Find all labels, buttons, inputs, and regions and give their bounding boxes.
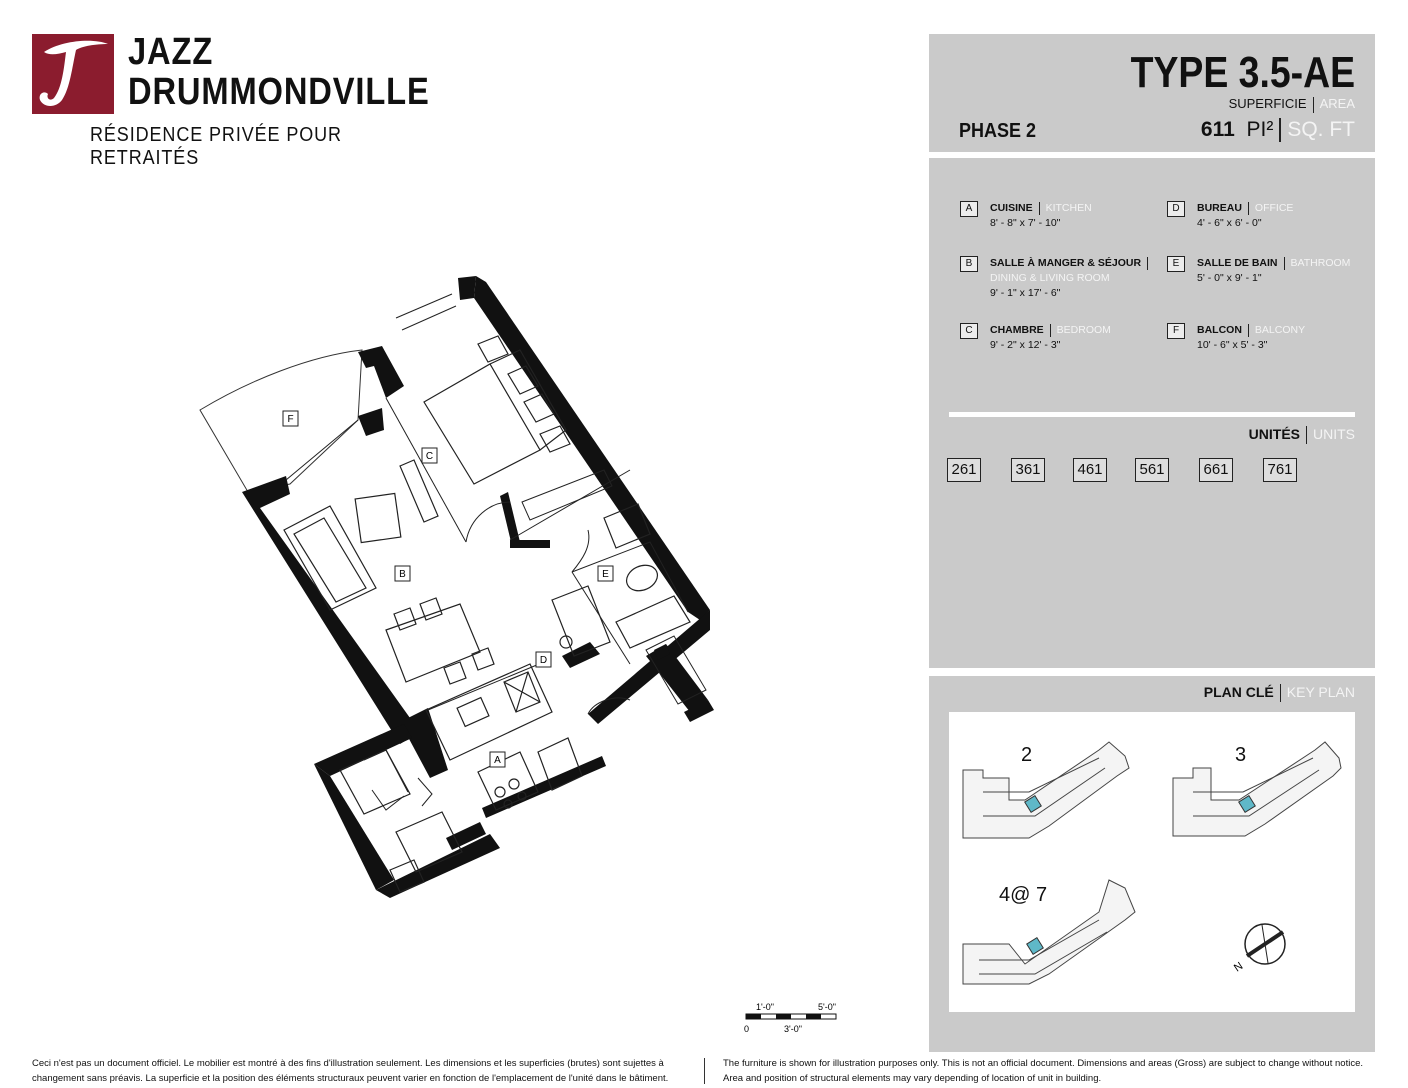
floor-label: 3: [1235, 744, 1247, 766]
disclaimer-french: Ceci n'est pas un document officiel. Le mobilier est montré à des fins d'illustration seulement. Les dimensions et les superficies (brutes) sont sujettes à changement sans préavis. La superficie et la position des éléments structuraux peuvent varier en fonction de l'emplacement de l'unité dans le bâtiment.: [32, 1058, 669, 1084]
compass-icon: [1232, 924, 1285, 974]
svg-text:3'-0": 3'-0": [784, 1024, 802, 1034]
unit-box: 761: [1263, 458, 1297, 482]
bed-furniture: [424, 336, 570, 484]
scale-bar: [740, 1000, 850, 1040]
room-label-e: E: [602, 569, 609, 580]
room-label-c: C: [425, 451, 434, 462]
brand-tagline: RÉSIDENCE PRIVÉE POUR RETRAITÉS: [90, 124, 342, 169]
brand-name: JAZZ DRUMMONDVILLE: [128, 31, 430, 113]
room-label-b: B: [399, 569, 406, 580]
walls: [242, 276, 714, 898]
floor-label: 4@ 7: [999, 884, 1048, 906]
floor-plan-drawing: [190, 270, 730, 930]
unit-box: 561: [1135, 458, 1169, 482]
svg-text:1'-0": 1'-0": [756, 1002, 774, 1012]
building-plan-floor-4-7: [963, 880, 1135, 984]
unit-type-title: TYPE 3.5-AE: [1130, 48, 1355, 97]
units-title: UNITÉS UNITS: [1249, 426, 1355, 444]
phase-label: PHASE 2: [959, 120, 1037, 142]
unit-box: 661: [1199, 458, 1233, 482]
rooms-panel: A CUISINE KITCHEN 8' - 8" x 7' - 10" B SALLE À MANGER & SÉJOUR DINING & LIVING ROOM 9' - 1" x 17' - 6" C CHAMBRE BEDROOM 9' - 2" x 12' - 3" D BUREAU OFFICE 4' - 6" x 6' - 0" E SALLE DE BAIN BATHROOM 5' - 0" x 9' - 1" F BALCON BALCONY 10' - 6" x 5' - 3" UNITÉS UNITS 261 361 461 561 661 761: [929, 158, 1375, 668]
room-label-f: F: [287, 414, 294, 425]
svg-text:5'-0": 5'-0": [818, 1002, 836, 1012]
type-header-panel: [929, 34, 1375, 152]
room-labels: [283, 411, 613, 767]
key-plan-drawing: [949, 712, 1355, 1012]
key-plan-title: PLAN CLÉ KEY PLAN: [1204, 684, 1355, 702]
svg-text:N: N: [1231, 960, 1246, 975]
building-plan-floor-2: [963, 742, 1129, 838]
room-label-d: D: [539, 655, 548, 666]
office-desk: [552, 586, 610, 656]
svg-text:0: 0: [744, 1024, 750, 1034]
area-value: 611 PI² SQ. FT: [1200, 118, 1355, 141]
dining-table: [386, 598, 494, 684]
unit-box: 361: [1011, 458, 1045, 482]
disclaimer-divider: [704, 1058, 705, 1084]
building-plan-floor-3: [1173, 742, 1341, 836]
kitchen-counter: [426, 664, 582, 810]
room-label-a: A: [494, 755, 501, 766]
brand-logo: [32, 31, 468, 169]
section-divider: [949, 412, 1355, 417]
jazz-logo-icon: [32, 34, 114, 114]
unit-box: 461: [1073, 458, 1107, 482]
key-plan-panel: [929, 676, 1375, 1052]
floor-label: 2: [1021, 744, 1033, 766]
balcony-outline: [200, 350, 362, 492]
area-label: SUPERFICIE AREA: [1228, 96, 1355, 111]
unit-box: 261: [947, 458, 981, 482]
disclaimer-english: The furniture is shown for illustration purposes only. This is not an official document. Dimensions and areas (Gross) are subject to change without notice. Area and position of structural elements may vary depending of location of unit in building.: [723, 1058, 1363, 1084]
